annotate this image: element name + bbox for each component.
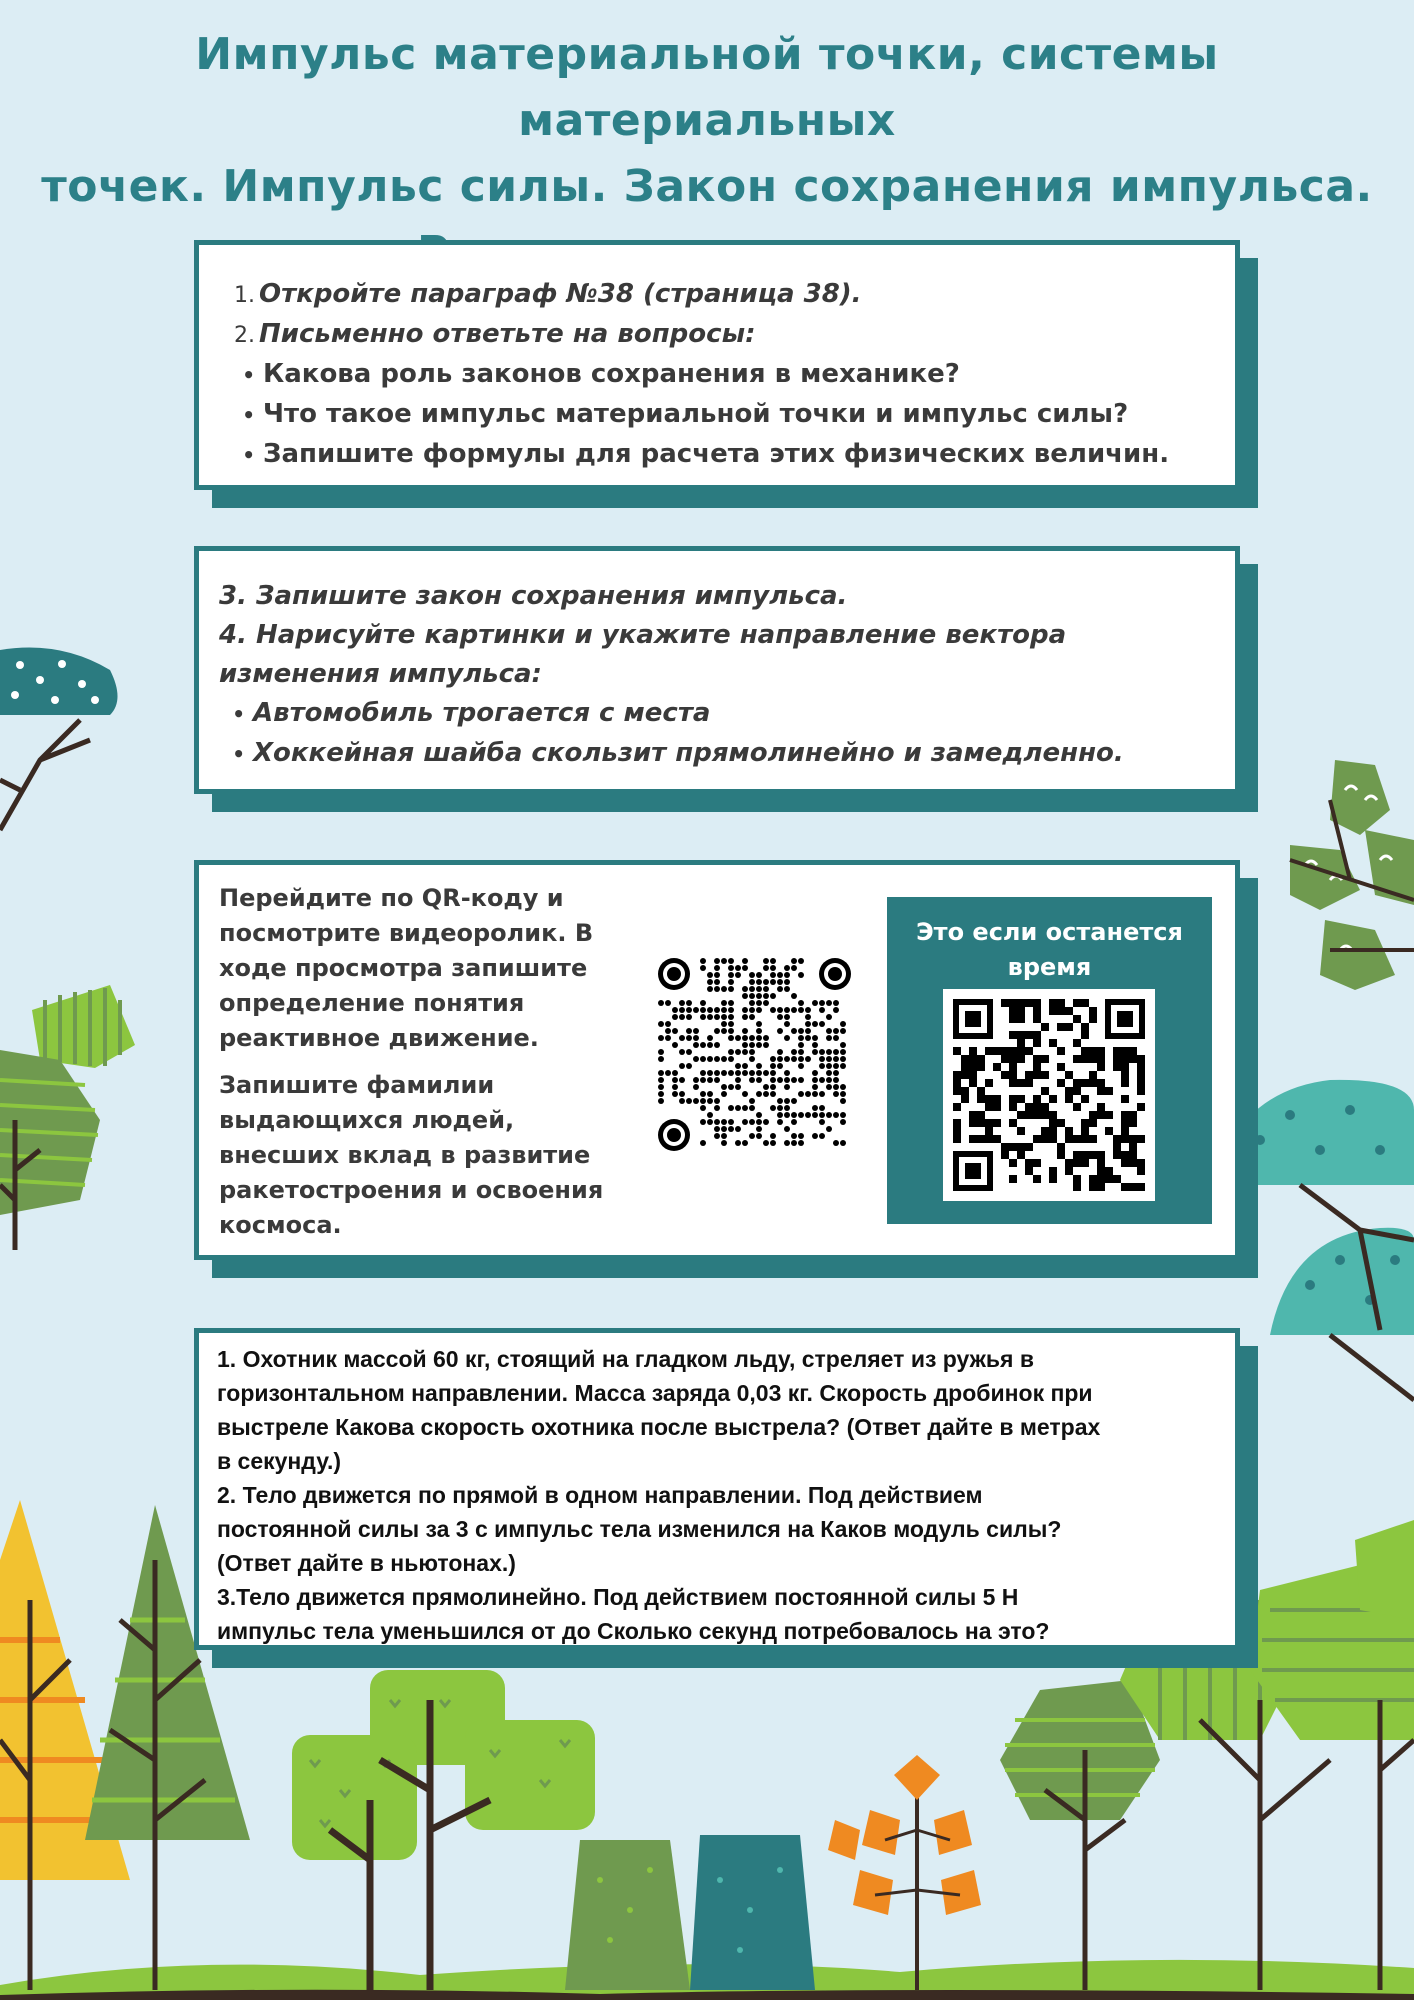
list-item-text: Хоккейная шайба скользит прямолинейно и замедленно. xyxy=(253,738,1124,768)
list-item-text: Автомобиль трогается с места xyxy=(253,698,711,728)
video-card xyxy=(194,860,1240,1260)
bonus-panel xyxy=(887,897,1212,1224)
qr-code-bonus[interactable] xyxy=(953,999,1145,1191)
list-item xyxy=(229,355,1205,395)
problem-line: 3.Тело движется прямолинейно. Под действием постоянной силы 5 Н xyxy=(217,1584,1019,1610)
list-item xyxy=(229,315,1205,355)
instructions-card xyxy=(194,240,1240,490)
list-item xyxy=(219,734,1215,774)
bullet-icon: • xyxy=(242,403,255,427)
bullet-icon: • xyxy=(232,742,245,766)
list-item-text: Какова роль законов сохранения в механике? xyxy=(263,359,960,389)
tree-left-top-icon xyxy=(0,648,118,831)
qr-code-bonus-frame xyxy=(943,989,1155,1201)
problem-line: горизонтальном направлении. Масса заряда 0,03 кг. Скорость дробинок при xyxy=(217,1380,1093,1406)
video-paragraph: Перейдите по QR-коду и посмотрите видеоролик. В ходе просмотра запишите определение понятия реактивное движение. xyxy=(219,884,594,1052)
names-paragraph: Запишите фамилии выдающихся людей, внесших вклад в развитие ракетостроения и освоения космоса. xyxy=(219,1071,604,1239)
problem-line: в секунду.) xyxy=(217,1448,342,1474)
video-instructions xyxy=(219,881,639,1255)
tree-left-middle-icon xyxy=(0,985,135,1250)
list-item xyxy=(229,435,1205,475)
bullet-icon: • xyxy=(242,363,255,387)
tree-right-top-icon xyxy=(1290,760,1414,990)
tasks-card xyxy=(194,546,1240,794)
list-item xyxy=(229,275,1205,315)
bullet-icon: • xyxy=(232,702,245,726)
qr-code-video[interactable] xyxy=(657,957,852,1152)
list-item-text: Запишите формулы для расчета этих физических величин. xyxy=(263,439,1170,469)
list-item-text: Письменно ответьте на вопросы: xyxy=(259,319,756,349)
problem-line: (Ответ дайте в ньютонах.) xyxy=(217,1550,516,1576)
problem-line: 2. Тело движется по прямой в одном направлении. Под действием xyxy=(217,1482,983,1508)
title-line: точек. Импульс силы. Закон сохранения импульса. xyxy=(41,161,1373,212)
problem-line: постоянной силы за 3 с импульс тела изменился на Каков модуль силы? xyxy=(217,1516,1062,1542)
list-item-text: Откройте параграф №38 (страница 38). xyxy=(259,279,862,309)
problem-line: импульс тела уменьшился от до Сколько секунд потребовалось на это? xyxy=(217,1618,1050,1644)
list-number: 2. xyxy=(234,323,255,348)
task-line: изменения импульса: xyxy=(219,659,542,689)
title-line: Импульс материальной точки, системы материальных xyxy=(195,29,1219,146)
problem-line: выстреле Какова скорость охотника после выстрела? (Ответ дайте в метрах xyxy=(217,1414,1101,1440)
task-line: 4. Нарисуйте картинки и укажите направление вектора xyxy=(219,620,1067,650)
bullet-icon: • xyxy=(242,443,255,467)
bonus-panel-title: Это если останется время xyxy=(916,918,1183,981)
list-item xyxy=(219,694,1215,734)
list-number: 1. xyxy=(234,283,255,308)
task-line: 3. Запишите закон сохранения импульса. xyxy=(219,581,848,611)
tree-orange-icon xyxy=(828,1755,981,1990)
tree-bottom-center-icon xyxy=(292,1670,815,1990)
list-item-text: Что такое импульс материальной точки и импульс силы? xyxy=(263,399,1129,429)
tree-right-middle-icon xyxy=(1210,1080,1414,1400)
problems-card xyxy=(194,1328,1240,1650)
problem-line: 1. Охотник массой 60 кг, стоящий на гладком льду, стреляет из ружья в xyxy=(217,1346,1034,1372)
list-item xyxy=(229,395,1205,435)
